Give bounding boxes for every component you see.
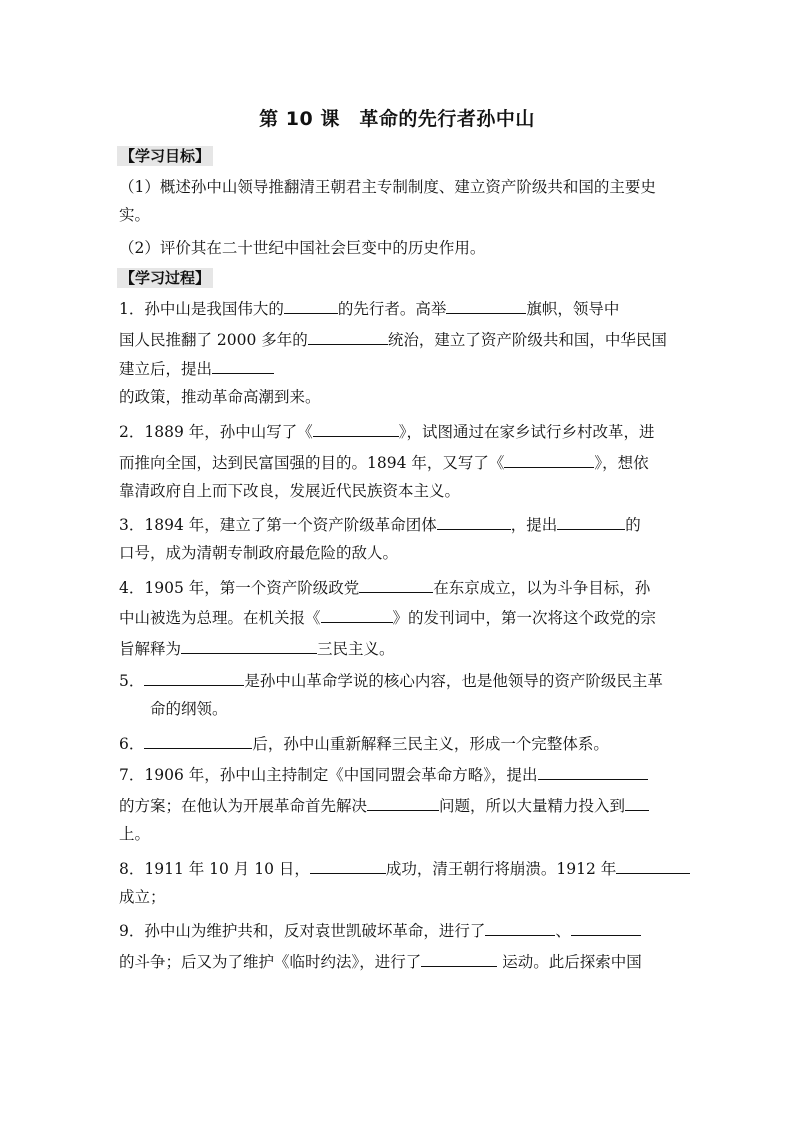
q3-text-a: 3．1894 年，建立了第一个资产阶级革命团体	[119, 516, 437, 534]
answer-blank[interactable]	[308, 327, 388, 345]
answer-blank[interactable]	[144, 668, 244, 686]
q4-text-c: 中山被选为总理。在机关报《	[119, 609, 321, 627]
question-5-line-2: 命的纲领。	[150, 700, 228, 718]
q1-text-d: 国人民推翻了 2000 多年的	[119, 331, 308, 349]
question-8-line-1	[119, 856, 690, 879]
answer-blank[interactable]	[181, 636, 317, 654]
question-2-line-1	[119, 419, 655, 442]
q6-text-b: 后，孙中山重新解释三民主义，形成一个完整体系。	[252, 735, 609, 753]
question-1-line-1	[119, 296, 619, 319]
q9-text-b: 、	[555, 922, 571, 940]
q1-text-c: 旗帜，领导中	[526, 300, 620, 318]
q2-text-d: 》，想依	[594, 454, 649, 472]
q9-text-a: 9．孙中山为维护共和，反对袁世凯破坏革命，进行了	[119, 922, 486, 940]
q4-text-a: 4．1905 年，第一个资产阶级政党	[119, 579, 360, 597]
question-7-line-1	[119, 762, 648, 785]
question-4-line-3	[119, 636, 395, 659]
question-8-line-2: 成立；	[119, 888, 166, 906]
question-7-line-3: 上。	[119, 825, 151, 843]
q9-text-c: 的斗争；后又为了维护《临时约法》，进行了	[119, 953, 422, 971]
question-7-line-2	[119, 793, 649, 816]
q5-text-a: 5．	[119, 672, 145, 690]
q9-text-d: 运动。此后探索中国	[497, 953, 642, 971]
question-5-line-1	[119, 668, 663, 691]
answer-blank[interactable]	[616, 856, 690, 874]
answer-blank[interactable]	[571, 918, 641, 936]
question-3-line-1	[119, 512, 641, 535]
q8-text-b: 成功，清王朝行将崩溃。1912 年	[385, 860, 617, 878]
q2-text-b: 》，试图通过在家乡试行乡村改革，进	[398, 423, 655, 441]
answer-blank[interactable]	[557, 512, 625, 530]
q3-text-c: 的	[625, 516, 641, 534]
section-label-process: 【学习过程】	[117, 268, 213, 288]
q1-text-a: 1．孙中山是我国伟大的	[119, 300, 284, 318]
answer-blank[interactable]	[504, 450, 594, 468]
question-9-line-2	[119, 949, 642, 972]
answer-blank[interactable]	[485, 918, 555, 936]
answer-blank[interactable]	[421, 949, 497, 967]
answer-blank[interactable]	[437, 512, 511, 530]
goal-1-line-2: 实。	[119, 206, 151, 224]
q1-text-f: 建立后，提出	[119, 360, 213, 378]
q2-text-a: 2．1889 年，孙中山写了《	[119, 423, 313, 441]
q7-text-b: 的方案；在他认为开展革命首先解决	[119, 797, 368, 815]
goal-2: （2）评价其在二十世纪中国社会巨变中的历史作用。	[119, 239, 486, 257]
question-4-line-1	[119, 575, 650, 598]
question-1-line-2	[119, 327, 667, 350]
question-2-line-3: 靠清政府自上而下改良，发展近代民族资本主义。	[119, 482, 461, 500]
answer-blank[interactable]	[313, 419, 399, 437]
q1-text-e: 统治，建立了资产阶级共和国，中华民国	[387, 331, 667, 349]
answer-blank[interactable]	[367, 793, 439, 811]
q7-text-a: 7．1906 年，孙中山主持制定《中国同盟会革命方略》，提出	[119, 766, 538, 784]
question-1-line-3	[119, 356, 274, 379]
question-4-line-2	[119, 605, 656, 628]
question-9-line-1	[119, 918, 641, 941]
q8-text-a: 8．1911 年 10 月 10 日，	[119, 860, 310, 878]
page-title: 第 10 课 革命的先行者孙中山	[259, 108, 535, 130]
question-1-line-4: 的政策，推动革命高潮到来。	[119, 388, 321, 406]
q6-text-a: 6．	[119, 735, 145, 753]
q4-text-e: 旨解释为	[119, 640, 182, 658]
answer-blank[interactable]	[321, 605, 393, 623]
answer-blank[interactable]	[538, 762, 648, 780]
q1-text-b: 的先行者。高举	[337, 300, 447, 318]
goal-1-line-1: （1）概述孙中山领导推翻清王朝君主专制制度、建立资产阶级共和国的主要史	[119, 178, 656, 196]
answer-blank[interactable]	[310, 856, 386, 874]
answer-blank[interactable]	[144, 731, 252, 749]
q4-text-d: 》的发刊词中，第一次将这个政党的宗	[392, 609, 657, 627]
section-label-goals: 【学习目标】	[117, 146, 213, 166]
q3-text-b: ，提出	[510, 516, 558, 534]
question-2-line-2	[119, 450, 649, 473]
answer-blank[interactable]	[446, 296, 526, 314]
answer-blank[interactable]	[212, 356, 274, 374]
question-6-line-1	[119, 731, 609, 754]
answer-blank[interactable]	[625, 793, 649, 811]
q2-text-c: 而推向全国，达到民富国强的目的。1894 年，又写了《	[119, 454, 505, 472]
q7-text-c: 问题，所以大量精力投入到	[439, 797, 626, 815]
answer-blank[interactable]	[284, 296, 338, 314]
q5-text-b: 是孙中山革命学说的核心内容，也是他领导的资产阶级民主革	[244, 672, 663, 690]
q4-text-b: 在东京成立，以为斗争目标，孙	[433, 579, 651, 597]
question-3-line-2: 口号，成为清朝专制政府最危险的敌人。	[119, 544, 399, 562]
answer-blank[interactable]	[359, 575, 433, 593]
q4-text-f: 三民主义。	[317, 640, 395, 658]
